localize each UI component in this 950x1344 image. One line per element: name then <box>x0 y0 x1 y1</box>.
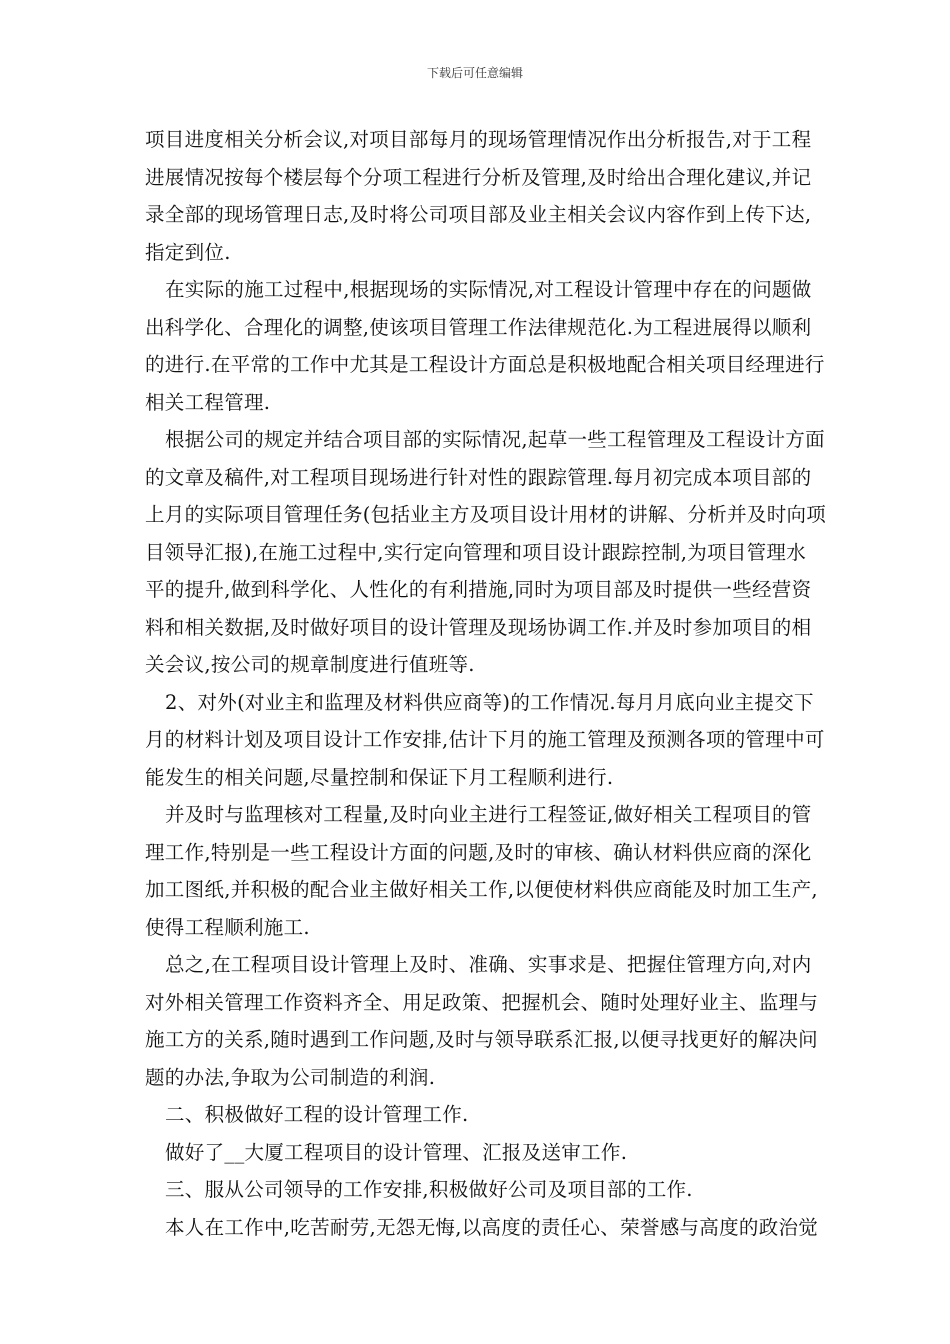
text-line: 指定到位. <box>145 240 231 264</box>
paragraph <box>145 1209 819 1247</box>
text-line: 总之,在工程项目设计管理上及时、准确、实事求是、把握住管理方向,对内 <box>165 953 812 976</box>
paragraph <box>145 421 827 684</box>
paragraph <box>145 684 825 797</box>
text-line: 根据公司的规定并结合项目部的实际情况,起草一些工程管理及工程设计方面 <box>165 428 825 451</box>
text-line: 录全部的现场管理日志,及时将公司项目部及业主相关会议内容作到上传下达, <box>145 203 812 226</box>
paragraph <box>145 271 825 421</box>
text-line: 关会议,按公司的规章制度进行值班等. <box>145 653 475 676</box>
text-line: 做好了__大厦工程项目的设计管理、汇报及送审工作. <box>165 1140 628 1164</box>
text-line: 能发生的相关问题,尽量控制和保证下月工程顺利进行. <box>145 765 614 789</box>
page-header: 下载后可任意编辑 <box>426 66 523 80</box>
paragraph <box>145 796 818 946</box>
paragraph <box>145 946 819 1096</box>
section-heading <box>145 1171 805 1209</box>
text-line: 月的材料计划及项目设计工作安排,估计下月的施工管理及预测各项的管理中可 <box>145 728 825 751</box>
text-line: 本人在工作中,吃苦耐劳,无怨无悔,以高度的责任心、荣誉感与高度的政治觉 <box>165 1215 819 1239</box>
text-line: 的进行.在平常的工作中尤其是工程设计方面总是积极地配合相关项目经理进行 <box>145 353 825 376</box>
text-line: 平的提升,做到科学化、人性化的有利措施,同时为项目部及时提供一些经营资 <box>145 578 812 601</box>
text-line: 施工方的关系,随时遇到工作问题,及时与领导联系汇报,以便寻找更好的解决问 <box>145 1028 818 1051</box>
text-line: 相关工程管理. <box>145 390 271 414</box>
text-line: 出科学化、合理化的调整,使该项目管理工作法律规范化.为工程进展得以顺利 <box>145 315 812 339</box>
paragraph <box>145 121 812 271</box>
text-line: 对外相关管理工作资料齐全、用足政策、把握机会、随时处理好业主、监理与 <box>145 990 819 1014</box>
text-line: 的文章及稿件,对工程项目现场进行针对性的跟踪管理.每月初完成本项目部的 <box>145 465 812 489</box>
text-line: 二、积极做好工程的设计管理工作. <box>165 1103 469 1126</box>
document-body <box>145 121 827 1246</box>
text-line: 2、对外(对业主和监理及材料供应商等)的工作情况.每月月底向业主提交下 <box>165 690 814 714</box>
text-line: 使得工程顺利施工. <box>145 915 310 939</box>
text-line: 三、服从公司领导的工作安排,积极做好公司及项目部的工作. <box>165 1178 693 1201</box>
text-line: 上月的实际项目管理任务(包括业主方及项目设计用材的讲解、分析并及时向项 <box>145 503 827 526</box>
text-line: 理工作,特别是一些工程设计方面的问题,及时的审核、确认材料供应商的深化 <box>145 840 812 864</box>
text-line: 目领导汇报),在施工过程中,实行定向管理和项目设计跟踪控制,为项目管理水 <box>145 540 807 564</box>
text-line: 加工图纸,并积极的配合业主做好相关工作,以便使材料供应商能及时加工生产, <box>145 878 818 901</box>
text-line: 料和相关数据,及时做好项目的设计管理及现场协调工作.并及时参加项目的相 <box>145 615 812 639</box>
text-line: 进展情况按每个楼层每个分项工程进行分析及管理,及时给出合理化建议,并记 <box>145 165 812 189</box>
section-heading <box>145 1096 805 1134</box>
paragraph <box>145 1134 805 1172</box>
text-line: 在实际的施工过程中,根据现场的实际情况,对工程设计管理中存在的问题做 <box>165 278 812 301</box>
text-line: 题的办法,争取为公司制造的利润. <box>145 1065 436 1089</box>
text-line: 项目进度相关分析会议,对项目部每月的现场管理情况作出分析报告,对于工程 <box>145 128 812 151</box>
text-line: 并及时与监理核对工程量,及时向业主进行工程签证,做好相关工程项目的管 <box>165 803 812 826</box>
